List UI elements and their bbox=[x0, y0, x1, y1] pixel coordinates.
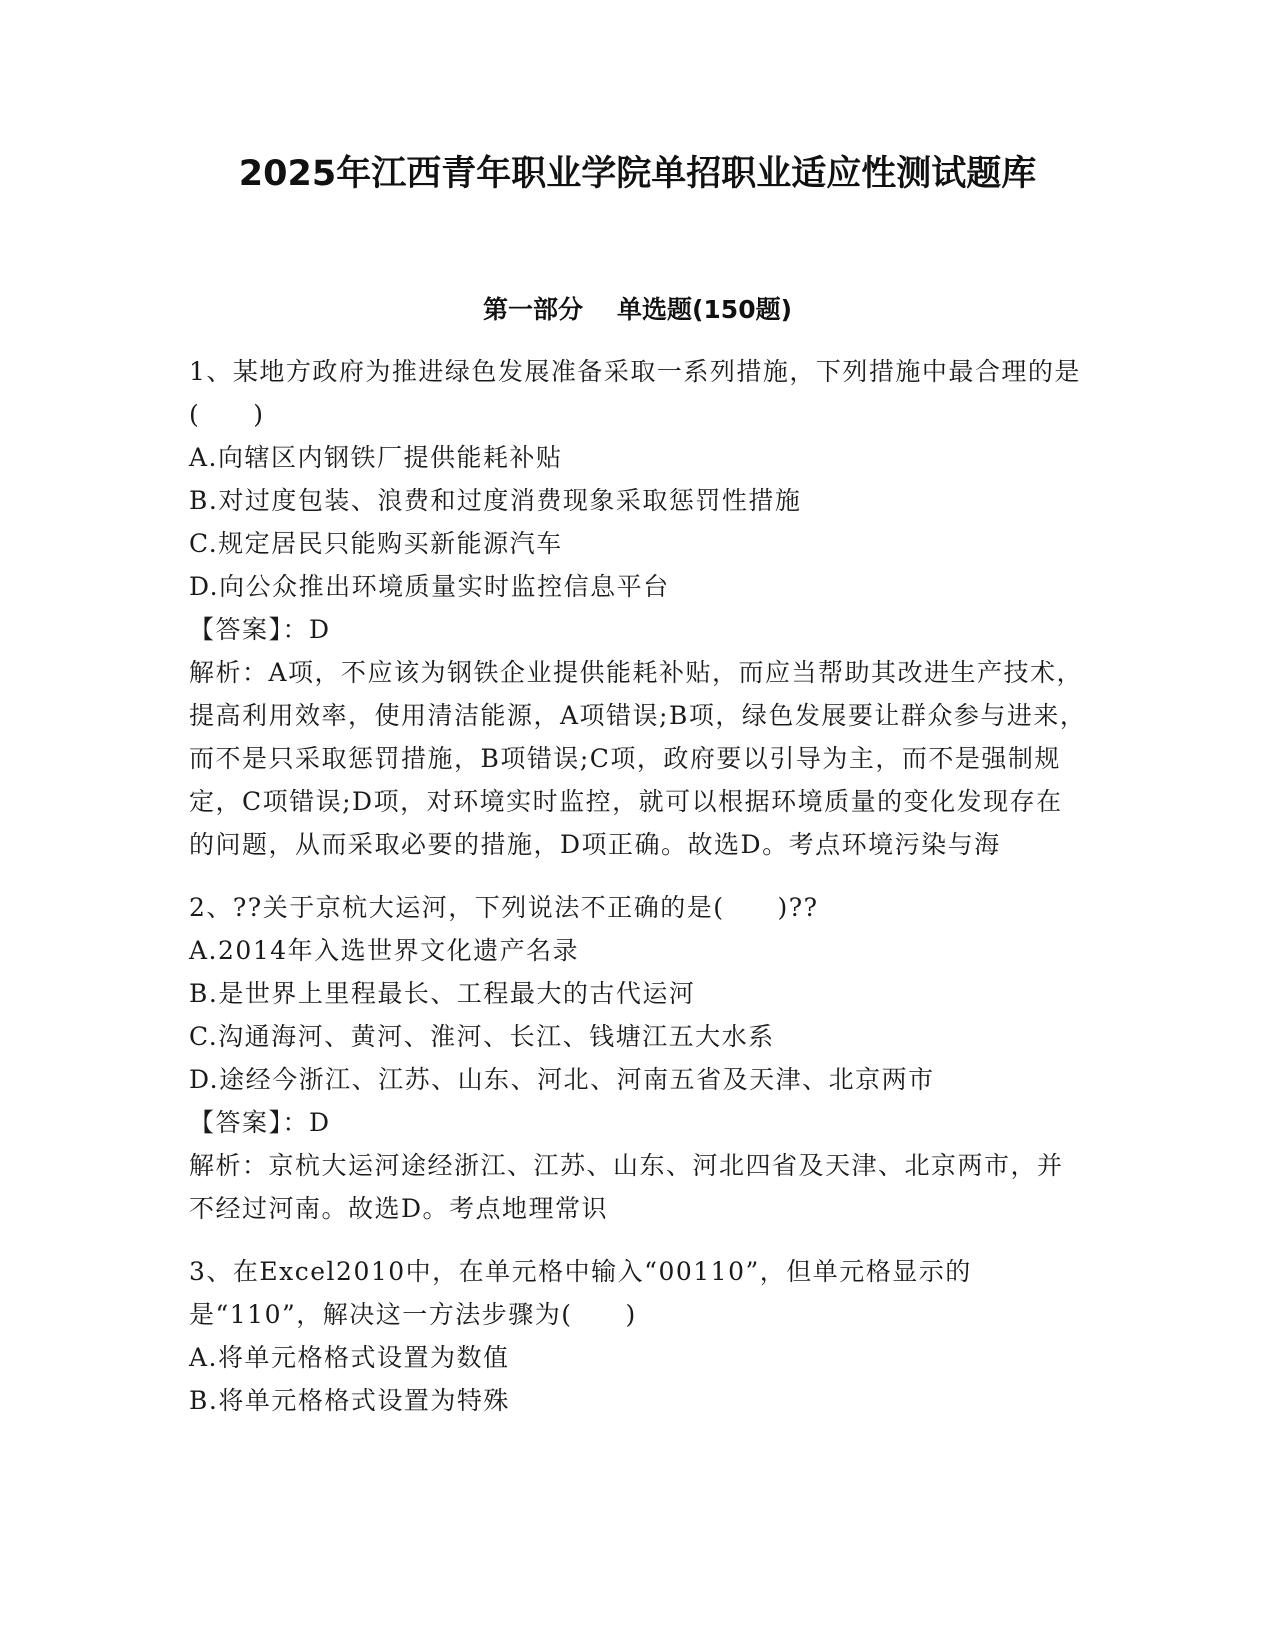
option-c: C.沟通海河、黄河、淮河、长江、钱塘江五大水系 bbox=[189, 1022, 775, 1051]
option-b: B.对过度包装、浪费和过度消费现象采取惩罚性措施 bbox=[189, 486, 802, 515]
question-stem: 3、在Excel2010中，在单元格中输入“00110”，但单元格显示的是“110”，解决这一方法步骤为( ) bbox=[189, 1257, 972, 1329]
question-2 bbox=[189, 886, 1089, 1230]
option-b: B.是世界上里程最长、工程最大的古代运河 bbox=[189, 979, 696, 1008]
section-name: 单选题(150题) bbox=[616, 295, 793, 324]
option-c: C.规定居民只能购买新能源汽车 bbox=[189, 529, 563, 558]
question-stem: 2、??关于京杭大运河，下列说法不正确的是( )?? bbox=[189, 893, 819, 922]
analysis-text: 解析：A项，不应该为钢铁企业提供能耗补贴，而应当帮助其改进生产技术，提高利用效率，使用清洁能源，A项错误;B项，绿色发展要让群众参与进来，而不是只采取惩罚措施，B项错误;C项，政府要以引导为主，而不是强制规定，C项错误;D项，对环境实时监控，就可以根据环境质量的变化发现存在的问题，从而采取必要的措施，D项正确。故选D。考点环境污染与海 bbox=[189, 658, 1087, 859]
question-stem: 1、某地方政府为推进绿色发展准备采取一系列措施，下列措施中最合理的是( ) bbox=[189, 357, 1081, 429]
option-d: D.向公众推出环境质量实时监控信息平台 bbox=[189, 572, 670, 601]
option-a: A.将单元格格式设置为数值 bbox=[189, 1343, 510, 1372]
option-b: B.将单元格格式设置为特殊 bbox=[189, 1386, 510, 1415]
question-list bbox=[189, 350, 1089, 1442]
document-title: 2025年江西青年职业学院单招职业适应性测试题库 bbox=[238, 154, 1037, 194]
option-d: D.途经今浙江、江苏、山东、河北、河南五省及天津、北京两市 bbox=[189, 1065, 935, 1094]
analysis-text: 解析：京杭大运河途经浙江、江苏、山东、河北四省及天津、北京两市，并不经过河南。故选D。考点地理常识 bbox=[189, 1151, 1064, 1223]
answer-line: 【答案】：D bbox=[189, 1108, 331, 1137]
question-3 bbox=[189, 1250, 1089, 1422]
answer-line: 【答案】：D bbox=[189, 615, 331, 644]
question-1 bbox=[189, 350, 1089, 866]
section-heading bbox=[0, 292, 1275, 328]
section-part: 第一部分 bbox=[482, 295, 583, 324]
option-a: A.2014年入选世界文化遗产名录 bbox=[189, 936, 580, 965]
option-a: A.向辖区内钢铁厂提供能耗补贴 bbox=[189, 443, 563, 472]
